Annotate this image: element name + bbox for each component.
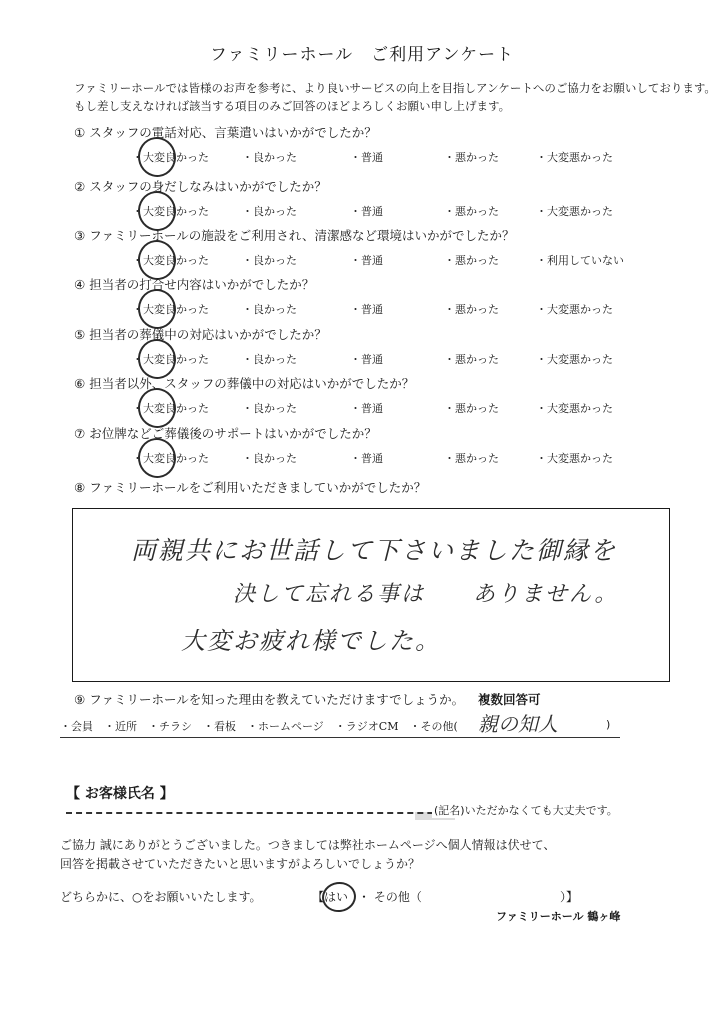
rating-option[interactable]: ・大変悪かった (536, 205, 613, 218)
rating-option[interactable]: ・大変悪かった (536, 452, 613, 465)
closing-line-2: 回答を掲載させていただきたいと思いますがよろしいでしょうか？ (60, 857, 421, 871)
question-number: ① (74, 125, 86, 140)
question-number: ⑦ (74, 426, 86, 441)
rating-option[interactable]: ・利用していない (536, 254, 624, 267)
question-number: ② (74, 179, 86, 194)
rating-option[interactable]: ・普通 (350, 254, 383, 267)
rating-option[interactable]: ・悪かった (444, 402, 499, 415)
rating-option[interactable]: ・大変悪かった (536, 402, 613, 415)
rating-options (132, 252, 652, 268)
rating-option[interactable]: ・良かった (242, 452, 297, 465)
question-7 (74, 424, 377, 442)
name-optional-note: (記名)いただかなくても大丈夫です。 (434, 804, 618, 817)
rating-option[interactable]: ・良かった (242, 254, 297, 267)
rating-options (132, 203, 652, 219)
question-text: スタッフの身だしなみはいかがでしたか？ (89, 179, 327, 194)
consent-yes-option[interactable]: 【はい (312, 890, 349, 904)
rating-option[interactable]: ・良かった (242, 303, 297, 316)
consent-prompt: どちらかに、○をお願いいたします。 (60, 890, 262, 904)
question-number: ④ (74, 277, 86, 292)
question-text: 担当者以外、スタッフの葬儀中の対応はいかがでしたか？ (89, 376, 415, 391)
rating-options (132, 351, 652, 367)
comment-line-1: 両親共にお世話して下さいました御縁を (131, 536, 618, 565)
rating-options (132, 400, 652, 416)
rating-option[interactable]: ・大変悪かった (536, 151, 613, 164)
other-source-answer: 親の知人 (478, 712, 558, 736)
rating-option[interactable]: ・良かった (242, 402, 297, 415)
rating-option[interactable]: ・良かった (242, 151, 297, 164)
rating-option[interactable]: ・悪かった (444, 303, 499, 316)
consent-close-bracket: ）】 (560, 890, 579, 904)
rating-option[interactable]: ・大変良かった (132, 303, 209, 316)
survey-title: ファミリーホール ご利用アンケート (209, 45, 515, 65)
rating-option[interactable]: ・普通 (350, 205, 383, 218)
comment-line-2: 決して忘れる事は ありません。 (233, 582, 619, 607)
intro-line-1: ファミリーホールでは皆様のお声を参考に、より良いサービスの向上を目指しアンケートへのご協力をお願いしております。 (74, 81, 716, 95)
question-6 (74, 374, 414, 392)
consent-selection-circle (320, 880, 358, 914)
rating-option[interactable]: ・大変良かった (132, 452, 209, 465)
rating-option[interactable]: ・大変良かった (132, 254, 209, 267)
rating-option[interactable]: ・普通 (350, 452, 383, 465)
question-text: ファミリーホールの施設をご利用され、清潔感など環境はいかがでしたか？ (89, 228, 515, 243)
question-text: スタッフの電話対応、言葉遣いはいかがでしたか？ (89, 125, 377, 140)
question-number: ⑨ (74, 692, 86, 707)
source-options-close: ) (606, 718, 611, 731)
rating-option[interactable]: ・悪かった (444, 254, 499, 267)
customer-name-label: 【 お客様氏名 】 (66, 786, 174, 802)
question-text: ファミリーホールをご利用いただきましていかがでしたか？ (89, 480, 427, 495)
selection-circle (135, 436, 178, 481)
rating-option[interactable]: ・普通 (350, 151, 383, 164)
rating-option[interactable]: ・悪かった (444, 353, 499, 366)
question-number: ⑥ (74, 376, 86, 391)
question-8 (74, 478, 426, 496)
rating-option[interactable]: ・普通 (350, 353, 383, 366)
question-4 (74, 275, 314, 293)
rating-options (132, 149, 652, 165)
rating-option[interactable]: ・悪かった (444, 205, 499, 218)
question-text: 担当者の打合せ内容はいかがでしたか？ (89, 277, 315, 292)
rating-option[interactable]: ・大変良かった (132, 402, 209, 415)
rating-options (132, 301, 652, 317)
question-3 (74, 226, 514, 244)
intro-line-2: もし差し支えなければ該当する項目のみご回答のほどよろしくお願い申し上げます。 (74, 99, 511, 113)
closing-line-1: ご協力 誠にありがとうございました。つきましては弊社ホームページへ個人情報は伏せて、 (60, 838, 556, 852)
rating-option[interactable]: ・大変良かった (132, 353, 209, 366)
company-name: ファミリーホール 鶴ヶ峰 (496, 910, 621, 923)
question-number: ⑤ (74, 327, 86, 342)
consent-other-option[interactable]: ・ その他（ (358, 890, 422, 904)
rating-option[interactable]: ・良かった (242, 205, 297, 218)
question-1 (74, 123, 377, 141)
source-options: ・会員 ・近所 ・チラシ ・看板 ・ホームページ ・ラジオCM ・その他( (60, 720, 458, 733)
source-underline (60, 737, 620, 738)
question-2 (74, 177, 327, 195)
question-text: 担当者の葬儀中の対応はいかがでしたか？ (89, 327, 327, 342)
rating-options (132, 450, 652, 466)
rating-option[interactable]: ・悪かった (444, 151, 499, 164)
rating-option[interactable]: ・大変悪かった (536, 353, 613, 366)
comment-box[interactable] (72, 508, 670, 682)
rating-option[interactable]: ・大変良かった (132, 151, 209, 164)
question-number: ③ (74, 228, 86, 243)
question-text: ファミリーホールを知った理由を教えていただけますでしょうか。 (89, 692, 465, 707)
rating-option[interactable]: ・普通 (350, 402, 383, 415)
rating-option[interactable]: ・普通 (350, 303, 383, 316)
question-number: ⑧ (74, 480, 86, 495)
rating-option[interactable]: ・大変良かった (132, 205, 209, 218)
comment-line-3: 大変お疲れ様でした。 (181, 627, 441, 655)
question-text: お位牌などご葬儀後のサポートはいかがでしたか？ (89, 426, 377, 441)
rating-option[interactable]: ・大変悪かった (536, 303, 613, 316)
question-9 (74, 690, 464, 708)
rating-option[interactable]: ・悪かった (444, 452, 499, 465)
rating-option[interactable]: ・良かった (242, 353, 297, 366)
question-5 (74, 325, 327, 343)
selection-circle (135, 135, 178, 180)
multiple-answer-note: 複数回答可 (478, 692, 541, 707)
